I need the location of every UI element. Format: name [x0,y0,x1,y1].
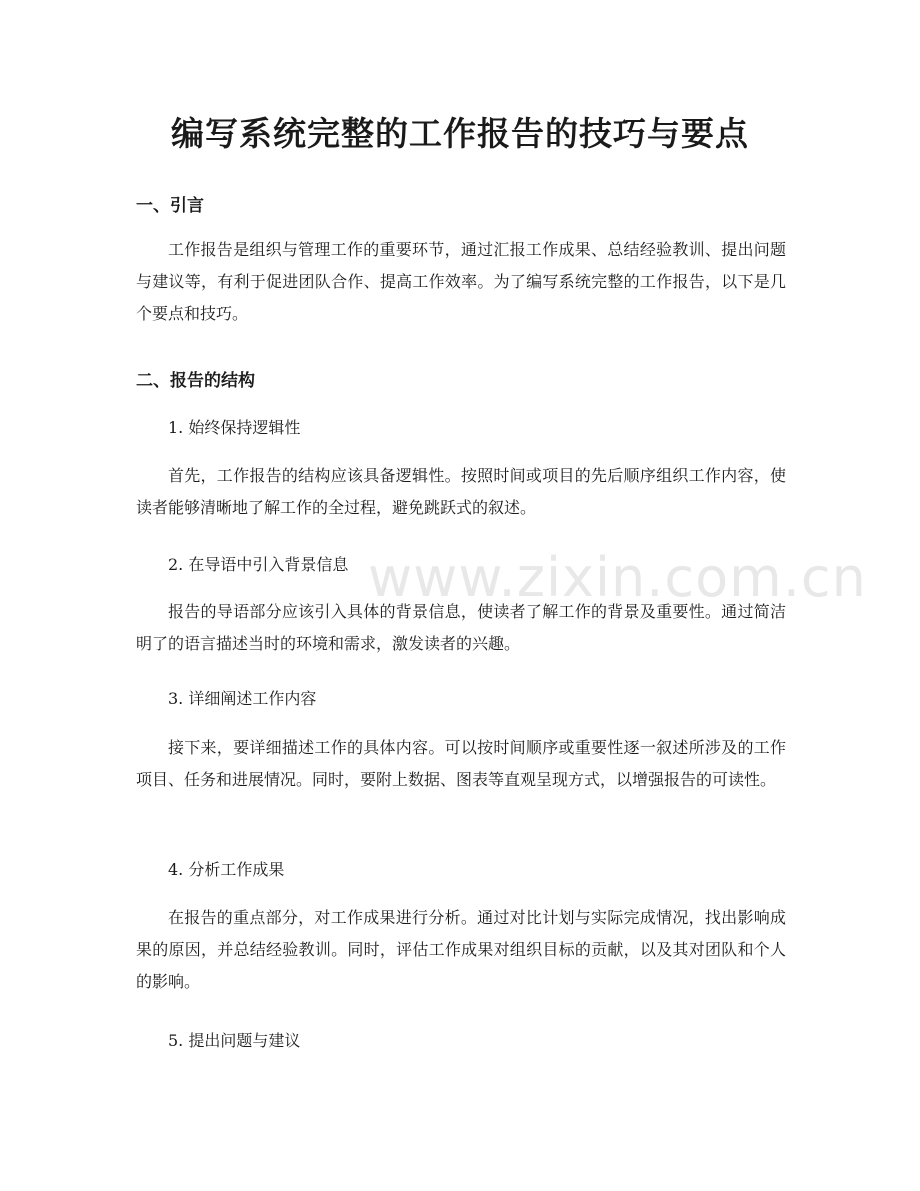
section-heading-intro: 一、引言 [136,196,204,216]
list-item-2-label: 2. 在导语中引入背景信息 [168,555,349,574]
list-item-1-label: 1. 始终保持逻辑性 [168,418,301,437]
list-item-3-label: 3. 详细阐述工作内容 [168,689,317,708]
list-item-5-label: 5. 提出问题与建议 [168,1031,301,1050]
list-item-3-paragraph: 接下来，要详细描述工作的具体内容。可以按时间顺序或重要性逐一叙述所涉及的工作项目、任务和进展情况。同时，要附上数据、图表等直观呈现方式，以增强报告的可读性。 [136,738,786,789]
watermark: www.zixin.com.cn [368,546,867,609]
page-title: 编写系统完整的工作报告的技巧与要点 [171,114,749,153]
list-item-1-paragraph: 首先，工作报告的结构应该具备逻辑性。按照时间或项目的先后顺序组织工作内容，使读者能够清晰地了解工作的全过程，避免跳跃式的叙述。 [136,466,786,517]
list-item-4-label: 4. 分析工作成果 [168,860,285,879]
intro-paragraph: 工作报告是组织与管理工作的重要环节，通过汇报工作成果、总结经验教训、提出问题与建议等，有利于促进团队合作、提高工作效率。为了编写系统完整的工作报告，以下是几个要点和技巧。 [136,240,786,323]
section-heading-structure: 二、报告的结构 [136,371,255,391]
list-item-4-paragraph: 在报告的重点部分，对工作成果进行分析。通过对比计划与实际完成情况，找出影响成果的原因，并总结经验教训。同时，评估工作成果对组织目标的贡献，以及其对团队和个人的影响。 [136,908,786,991]
list-item-2-paragraph: 报告的导语部分应该引入具体的背景信息，使读者了解工作的背景及重要性。通过简洁明了的语言描述当时的环境和需求，激发读者的兴趣。 [136,602,786,653]
